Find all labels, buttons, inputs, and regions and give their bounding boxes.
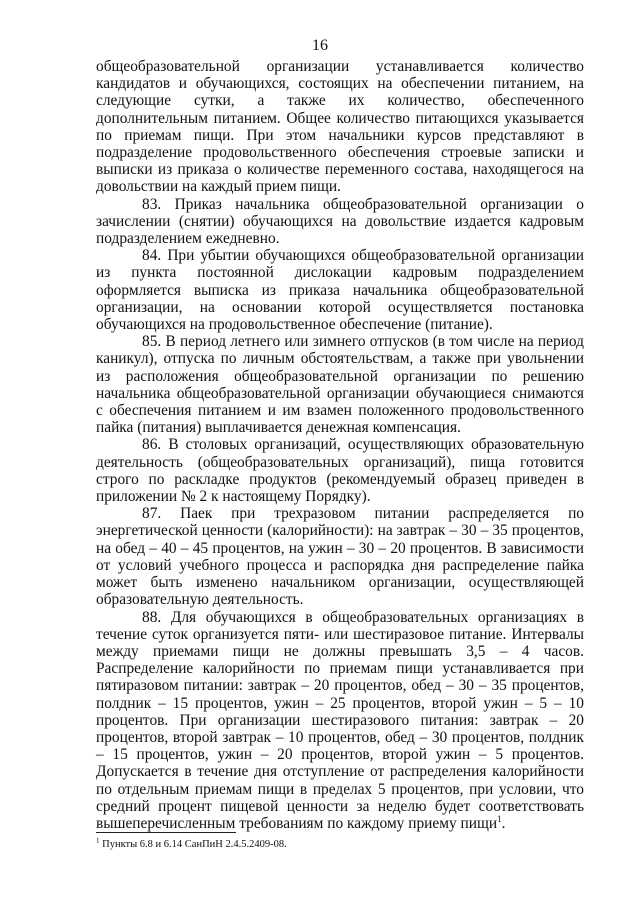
paragraph-84: 84. При убытии обучающихся общеобразовательной организации из пункта постоянной дислокации кадровым подразделением оформляется выписка из приказа начальника общеобразовательной организации, на основании которой осуществляется постановка обучающихся на продовольственное обеспечение (питание).	[96, 247, 584, 334]
paragraph-86: 86. В столовых организаций, осуществляющих образовательную деятельность (общеобразовательных организаций), пища готовится строго по раскладке продуктов (рекомендуемый образец приведен в приложении № 2 к настоящему Порядку).	[96, 436, 584, 506]
footnote-divider	[96, 832, 236, 833]
paragraph-88	[96, 609, 584, 833]
paragraph-87: 87. Паек при трехразовом питании распределяется по энергетической ценности (калорийности): на завтрак – 30 – 35 процентов, на обед – 40 – 45 процентов, на ужин – 30 – 20 процентов. В зависимости от условий учебного процесса и распорядка дня распределение пайка может быть изменено начальником организации, осуществляющей образовательную деятельность.	[96, 505, 584, 609]
page-number: 16	[312, 37, 328, 54]
footnote	[96, 838, 584, 851]
paragraph-83: 83. Приказ начальника общеобразовательной организации о зачислении (снятии) обучающихся на довольствие издается кадровым подразделением ежедневно.	[96, 195, 584, 248]
footnote-reference[interactable]: 1	[497, 813, 502, 824]
footnote-text: Пункты 6.8 и 6.14 СанПиН 2.4.5.2409-08.	[99, 839, 287, 850]
paragraph-88-tail: .	[501, 814, 506, 832]
paragraph-88-text: 88. Для обучающихся в общеобразовательных организациях в течение суток организуется пяти- или шестиразовое питание. Интервалы между приемами пищи не должны превышать 3,5 – 4 часов. Распределение калорийности по приемам пищи устанавливается при пятиразовом питании: завтрак – 20 процентов, обед – 30 – 35 процентов, полдник – 15 процентов, ужин – 25 процентов, второй ужин – 5 – 10 процентов. При организации шестиразового питания: завтрак – 20 процентов, второй завтрак – 10 процентов, обед – 30 процентов, полдник – 15 процентов, ужин – 20 процентов, второй ужин – 5 процентов. Допускается в течение дня отступление от распределения калорийности по отдельным приемам пищи в пределах 5 процентов, при условии, что средний процент пищевой ценности за неделю будет соответствовать вышеперечисленным требованиям по каждому приему пищи	[96, 608, 584, 832]
paragraph-continuation: общеобразовательной организации устанавливается количество кандидатов и обучающихся, состоящих на обеспечении питанием, на следующие сутки, а также их количество, обеспеченного дополнительным питанием. Общее количество питающихся указывается по приемам пищи. При этом начальники курсов представляют в подразделение продовольственного обеспечения строевые записки и выписки из приказа о количестве переменного состава, находящегося на довольствии на каждый прием пищи.	[96, 58, 584, 196]
footnote-marker: 1	[96, 836, 100, 845]
paragraph-85: 85. В период летнего или зимнего отпусков (в том числе на период каникул), отпуска по личным обстоятельствам, а также при увольнении из расположения общеобразовательной организации по решению начальника общеобразовательной организации обучающиеся снимаются с обеспечения питанием и им взамен положенного продовольственного пайка (питания) выплачивается денежная компенсация.	[96, 333, 584, 437]
body-text	[96, 58, 584, 832]
